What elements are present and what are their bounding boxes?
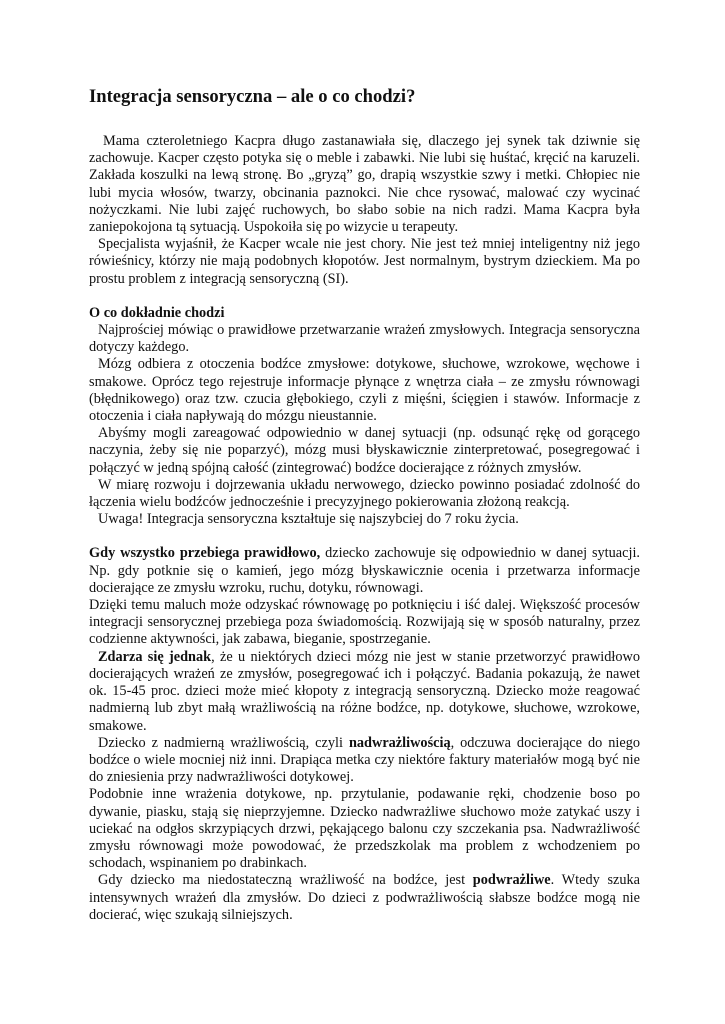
- paragraph-text: , że u niektórych dzieci mózg nie jest w stanie przetworzyć prawidłowo docierających wrażeń ze zmysłów, posegregować ich i połączyć. Badania pokazują, że nawet ok. 15-45 proc. dzieci może mieć kłopoty z integracją sensoryczną. Dziecko może reagować nadmierną lub zbyt małą wrażliwością na różne bodźce, np. dotykowe, słuchowe, wzrokowe, smakowe.: [89, 648, 640, 734]
- section2-paragraph-4: [89, 735, 640, 787]
- paragraph-text: . Wtedy szuka intensywnych wrażeń dla zmysłów. Do dzieci z podwrażliwością słabsze bodźce mogą nie docierać, więc szukają silniejszych.: [89, 872, 640, 923]
- section1-paragraph-5: Uwaga! Integracja sensoryczna kształtuje się najszybciej do 7 roku życia.: [98, 511, 519, 528]
- page-title: Integracja sensoryczna – ale o co chodzi?: [89, 86, 416, 107]
- paragraph-text: Dziecko z nadmierną wrażliwością, czyli: [98, 734, 349, 751]
- section2-paragraph-5: Podobnie inne wrażenia dotykowe, np. przytulanie, podawanie ręki, chodzenie boso po dywanie, piasku, stają się nieprzyjemne. Dziecko nadwrażliwe słuchowo może zatykać uszy i uciekać na odgłos skrzypiących drzwi, pękającego balonu czy szczekania psa. Nadwrażliwość zmysłu równowagi może powodować, że przedszkolak ma problem z wchodzeniem po schodach, wspinaniem po drabinkach.: [89, 786, 640, 872]
- section-heading: O co dokładnie chodzi: [89, 304, 225, 321]
- paragraph-text: Gdy dziecko ma niedostateczną wrażliwość na bodźce, jest: [98, 872, 473, 889]
- spacer: [89, 528, 640, 545]
- paragraph-text: , odczuwa docierające do niego bodźce o wiele mocniej niż inni. Drapiąca metka czy niektóre faktury materiałów mogą być nie do zniesienia przy nadwrażliwości dotykowej.: [89, 734, 640, 786]
- section2-paragraph-1: [89, 545, 640, 597]
- section2-paragraph-6: [89, 872, 640, 924]
- bold-lead: Zdarza się jednak: [98, 648, 212, 665]
- bold-lead: Gdy wszystko przebiega prawidłowo,: [89, 545, 321, 562]
- paragraph-text: dziecko zachowuje się odpowiednio w danej sytuacji. Np. gdy potknie się o kamień, jego mózg błyskawicznie ocenia i przetwarza informacje docierające ze zmysłu wzroku, ruchu, dotyku, równowagi.: [89, 545, 641, 596]
- section2-paragraph-2: Dzięki temu maluch może odzyskać równowagę po potknięciu i iść dalej. Większość procesów integracji sensorycznej przebiega poza świadomością. Rozwijają się w sposób naturalny, przez codzienne aktywności, jak zabawa, bieganie, spostrzeganie.: [89, 597, 640, 648]
- section1-paragraph-4: W miarę rozwoju i dojrzewania układu nerwowego, dziecko powinno posiadać zdolność do łączenia wielu bodźców jednocześnie i precyzyjnego pokierowania złożoną reakcją.: [89, 476, 640, 511]
- section2-paragraph-3: [89, 649, 640, 735]
- intro-paragraph-1: Mama czteroletniego Kacpra długo zastanawiała się, dlaczego jej synek tak dziwnie się zachowuje. Kacper często potyka się o meble i zabawki. Nie lubi się huśtać, kręcić na karuzeli. Zakłada koszulki na lewą stronę. Bo „gryzą” go, drapią wszystkie szwy i metki. Chłopiec nie lubi mycia włosów, twarzy, obcinania paznokci. Nie chce rysować, malować czy wycinać nożyczkami. Nie lubi zajęć ruchowych, bo słabo sobie na nich radzi. Mama Kacpra była zaniepokojona tą sytuacją. Uspokoiła się po wizycie u terapeuty.: [89, 133, 640, 236]
- intro-paragraph-2: Specjalista wyjaśnił, że Kacper wcale nie jest chory. Nie jest też mniej inteligentny niż jego rówieśnicy, którzy nie mają podobnych kłopotów. Jest normalnym, bystrym dzieckiem. Ma po prostu problem z integracją sensoryczną (SI).: [89, 236, 640, 287]
- bold-term: podwrażliwe: [472, 872, 551, 889]
- document-page: [89, 86, 640, 924]
- bold-term: nadwrażliwością: [348, 734, 451, 751]
- section1-paragraph-1: Najprościej mówiąc o prawidłowe przetwarzanie wrażeń zmysłowych. Integracja sensoryczna dotyczy każdego.: [89, 322, 640, 356]
- section1-paragraph-2: Mózg odbiera z otoczenia bodźce zmysłowe: dotykowe, słuchowe, wzrokowe, węchowe i smakowe. Oprócz tego rejestruje informacje płynące z wnętrza ciała – ze zmysłu równowagi (błędnikowego) oraz tzw. czucia głębokiego, czyli z mięśni, ścięgien i stawów. Informacje z otoczenia i ciała napływają do mózgu nieustannie.: [89, 356, 640, 425]
- section1-paragraph-3: Abyśmy mogli zareagować odpowiednio w danej sytuacji (np. odsunąć rękę od gorącego naczynia, żeby się nie poparzyć), mózg musi błyskawicznie zinterpretować, posegregować i połączyć w jedną spójną całość (zintegrować) bodźce docierające z różnych zmysłów.: [89, 425, 640, 476]
- spacer: [89, 288, 640, 305]
